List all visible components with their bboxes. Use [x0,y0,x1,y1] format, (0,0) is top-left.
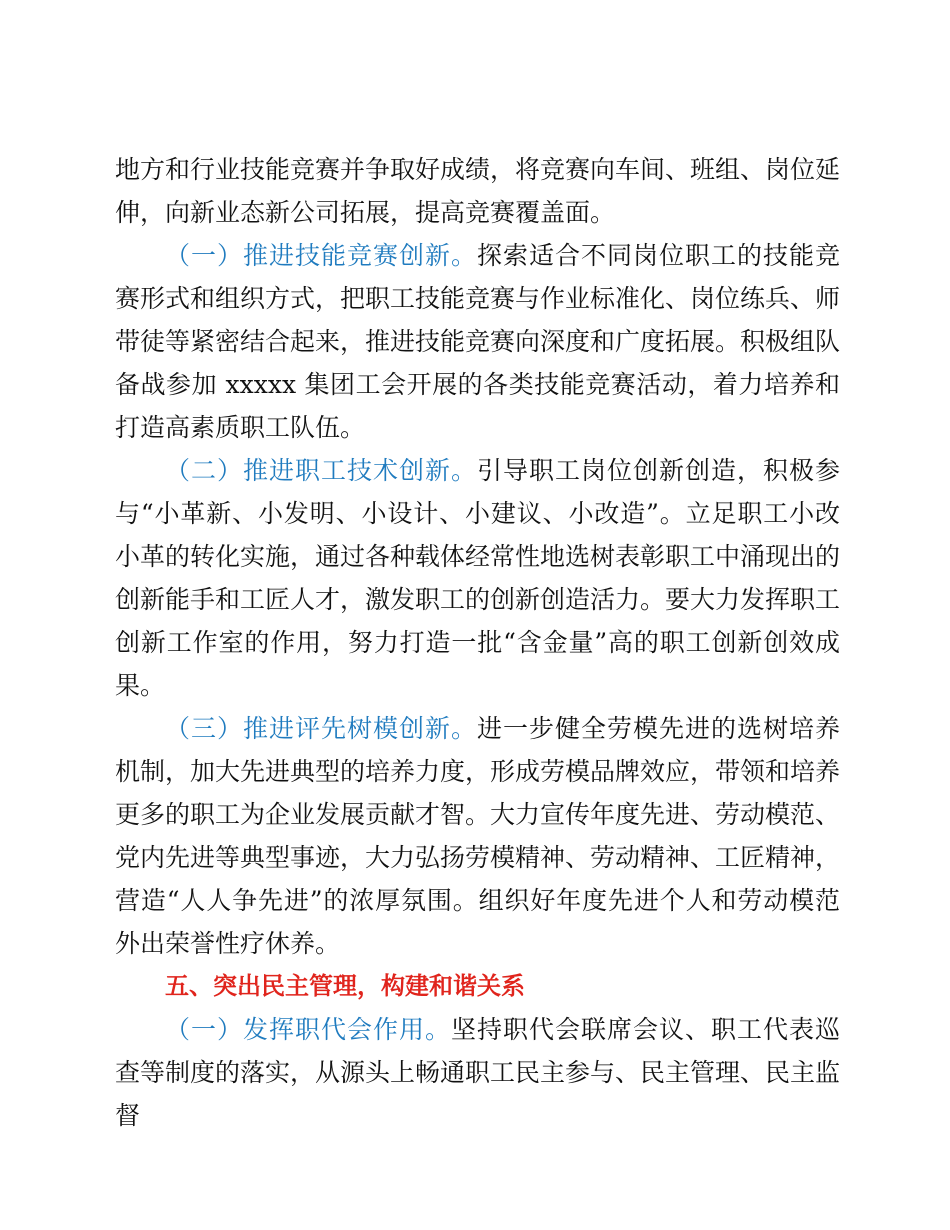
document-body [115,148,840,1137]
subheading-model-selection: （三）推进评先树模创新。 [165,714,477,743]
subheading-skill-competition: （一）推进技能竞赛创新。 [165,241,477,270]
paragraph-text: 探索适合不同岗位职工的技能竞赛形式和组织方式，把职工技能竞赛与作业标准化、岗位练兵、师带徒等紧密结合起来，推进技能竞赛向深度和广度拓展。积极组队备战参加 xxxxx 集团工会开展的各类技能竞赛活动，着力培养和打造高素质职工队伍。 [115,241,841,442]
paragraph-text: 引导职工岗位创新创造，积极参与“小革新、小发明、小设计、小建议、小改造”。立足职工小改小革的转化实施，通过各种载体经常性地选树表彰职工中涌现出的创新能手和工匠人才，激发职工的创新创造活力。要大力发挥职工创新工作室的作用，努力打造一批“含金量”高的职工创新创效成果。 [115,456,841,700]
paragraph-text: 地方和行业技能竞赛并争取好成绩，将竞赛向车间、班组、岗位延伸，向新业态新公司拓展，提高竞赛覆盖面。 [115,155,841,227]
paragraph-text: 进一步健全劳模先进的选树培养机制，加大先进典型的培养力度，形成劳模品牌效应，带领和培养更多的职工为企业发展贡献才智。大力宣传年度先进、劳动模范、党内先进等典型事迹，大力弘扬劳模精神、劳动精神、工匠精神，营造“人人争先进”的浓厚氛围。组织好年度先进个人和劳动模范外出荣誉性疗休养。 [115,714,841,958]
subheading-tech-innovation: （二）推进职工技术创新。 [165,456,477,485]
paragraph-workers-congress [115,1008,840,1137]
paragraph-tech-innovation [115,449,840,707]
paragraph-text: 坚持职代会联席会议、职工代表巡查等制度的落实，从源头上畅通职工民主参与、民主管理、民主监督 [115,1015,841,1130]
section-heading-democratic-management: 五、突出民主管理，构建和谐关系 [165,972,525,1000]
subheading-workers-congress: （一）发挥职代会作用。 [165,1015,451,1044]
paragraph-continuation [115,148,840,234]
paragraph-model-selection [115,707,840,965]
paragraph-skill-competition [115,234,840,449]
